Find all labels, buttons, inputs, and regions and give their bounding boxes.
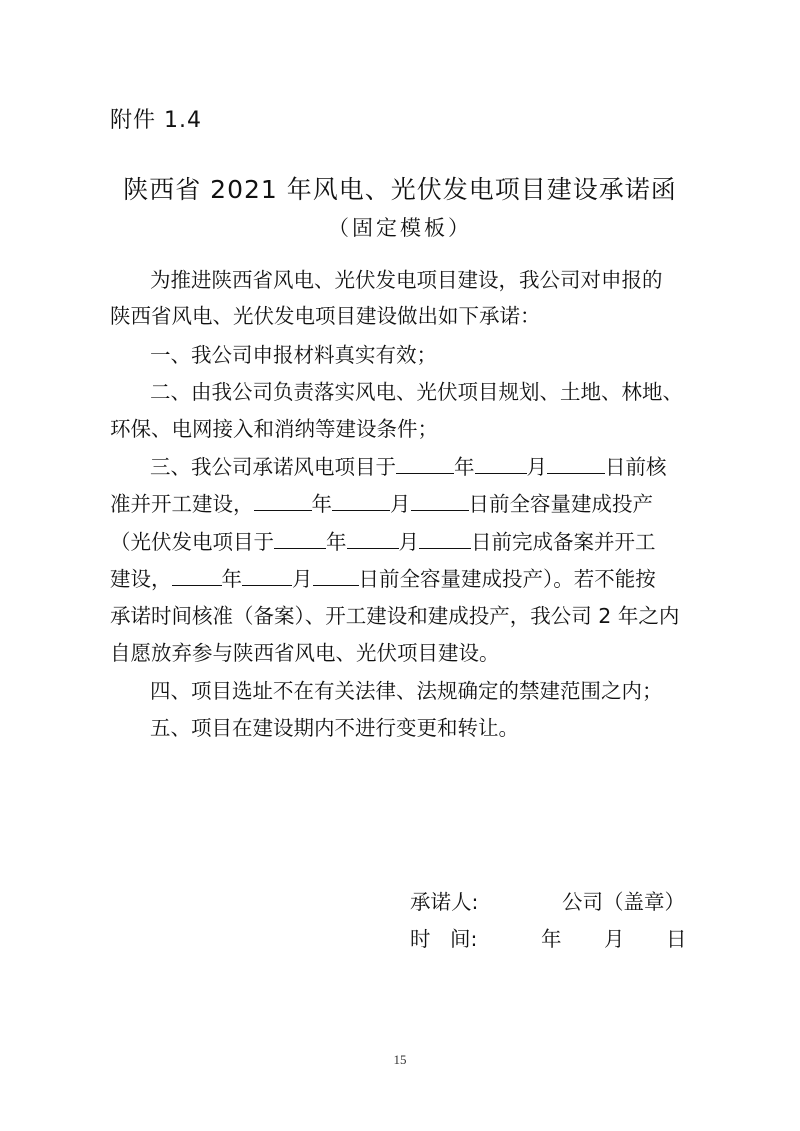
item-three-line-6: 自愿放弃参与陕西省风电、光伏项目建设。 [110,641,500,665]
blank-field [274,528,326,550]
item-three-text: 日前核 [605,455,667,479]
blank-field [242,565,292,587]
blank-field [313,565,359,587]
item-three-text: 日前全容量建成投产）。若不能按 [358,567,656,591]
document-subtitle: （固定模板） [328,216,472,240]
item-two-line-2: 环保、电网接入和消纳等建设条件； [110,417,438,441]
item-four: 四、项目选址不在有关法律、法规确定的禁建范围之内； [150,679,663,703]
intro-line-1: 为推进陕西省风电、光伏发电项目建设，我公司对申报的 [150,268,663,292]
signature-month: 月 [604,927,625,951]
promisor-label: 承诺人: [410,890,479,914]
item-three-text: （光伏发电项目于 [110,530,274,554]
signature-year: 年 [541,927,562,951]
month-word: 月 [526,455,547,479]
blank-field [475,453,527,475]
item-three-text: 日前全容量建成投产 [468,492,653,516]
month-word: 月 [390,492,411,516]
item-one: 一、我公司申报材料真实有效； [150,343,437,367]
blank-field [411,490,469,512]
signature-day: 日 [666,927,687,951]
year-word: 年 [326,530,347,554]
year-word: 年 [454,455,475,479]
blank-field [172,565,222,587]
blank-field [419,528,471,550]
item-three-line-1 [150,449,667,485]
company-seal-text: 公司（盖章） [562,890,685,914]
item-three-text: 三、我公司承诺风电项目于 [150,455,396,479]
blank-field [254,490,312,512]
item-five: 五、项目在建设期内不进行变更和转让。 [150,716,519,740]
attachment-label: 附件 1.4 [110,108,202,133]
item-three-line-3 [110,524,656,560]
item-three-line-4 [110,561,656,597]
item-three-line-2 [110,486,653,522]
item-three-line-5: 承诺时间核准（备案）、开工建设和建成投产，我公司 2 年之内 [110,604,680,628]
year-word: 年 [221,567,242,591]
month-word: 月 [398,530,419,554]
blank-field [332,490,390,512]
document-title: 陕西省 2021 年风电、光伏发电项目建设承诺函 [123,175,677,204]
item-three-text: 准并开工建设， [110,492,254,516]
time-label: 时 间: [410,927,478,951]
item-three-text: 建设， [110,567,172,591]
item-three-text: 日前完成备案并开工 [471,530,656,554]
blank-field [547,453,605,475]
blank-field [396,453,454,475]
page-number: 15 [393,1052,407,1067]
year-word: 年 [311,492,332,516]
intro-line-2: 陕西省风电、光伏发电项目建设做出如下承诺： [110,304,541,328]
month-word: 月 [292,567,313,591]
item-two-line-1: 二、由我公司负责落实风电、光伏项目规划、土地、林地、 [150,380,683,404]
blank-field [347,528,399,550]
